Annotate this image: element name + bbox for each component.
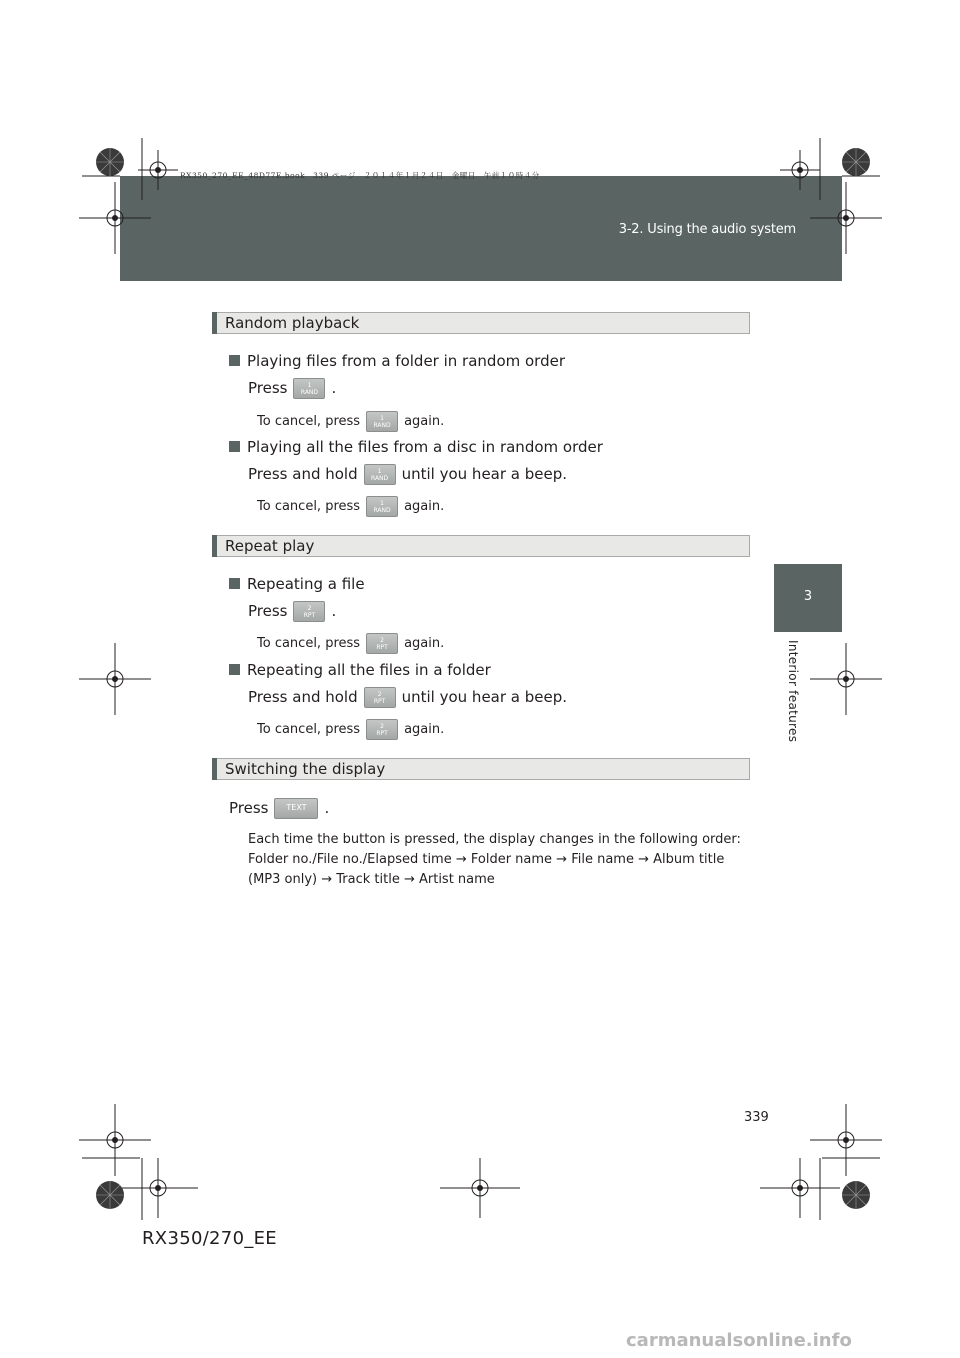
instruction-text: . xyxy=(331,379,337,397)
instruction-line: Press and hold 2 RPT until you hear a beep. xyxy=(248,688,568,706)
chapter-section-title: 3-2. Using the audio system xyxy=(618,222,796,237)
chapter-tab-number: 3 xyxy=(774,564,842,632)
subheading-text: Playing files from a folder in random order xyxy=(247,352,566,370)
rpt-button-icon: 2 RPT xyxy=(366,719,398,740)
rpt-button-icon: 2 RPT xyxy=(364,687,396,708)
rand-button-icon: 1 RAND xyxy=(293,378,325,399)
cancel-note: To cancel, press 1 RAND again. xyxy=(257,411,444,432)
description-line: (MP3 only) → Track title → Artist name xyxy=(248,872,495,887)
subheading-text: Playing all the files from a disc in random order xyxy=(247,438,603,456)
section-title: Repeat play xyxy=(225,537,315,555)
instruction-text: Press xyxy=(248,379,288,397)
rpt-button-icon: 2 RPT xyxy=(293,601,325,622)
cancel-note: To cancel, press 2 RPT again. xyxy=(257,633,444,654)
rand-button-icon: 1 RAND xyxy=(364,464,396,485)
page-number: 339 xyxy=(744,1110,769,1125)
instruction-line: Press and hold 1 RAND until you hear a beep. xyxy=(248,465,568,483)
model-code: RX350/270_EE xyxy=(142,1228,277,1249)
subheading-text: Repeating all the files in a folder xyxy=(247,661,491,679)
rpt-button-icon: 2 RPT xyxy=(366,633,398,654)
section-title: Random playback xyxy=(225,314,360,332)
watermark: carmanualsonline.info xyxy=(626,1330,852,1351)
text-button-icon: TEXT xyxy=(274,798,318,819)
cancel-note: To cancel, press 2 RPT again. xyxy=(257,719,444,740)
section-title: Switching the display xyxy=(225,760,386,778)
cancel-note: To cancel, press 1 RAND again. xyxy=(257,496,444,517)
rand-button-icon: 1 RAND xyxy=(366,411,398,432)
subheading-text: Repeating a file xyxy=(247,575,365,593)
description-line: Each time the button is pressed, the display changes in the following order: xyxy=(248,832,741,847)
instruction-line: Press TEXT . xyxy=(229,799,330,817)
instruction-line: Press 2 RPT . xyxy=(248,602,337,620)
description-line: Folder no./File no./Elapsed time → Folder name → File name → Album title xyxy=(248,852,725,867)
print-file-metadata: RX350_270_EE_48D77E.book 339 ページ ２０１４年１月２４日 金曜日 午前１０時４分 xyxy=(180,171,540,180)
chapter-tab-label: Interior features xyxy=(786,640,800,743)
rand-button-icon: 1 RAND xyxy=(366,496,398,517)
